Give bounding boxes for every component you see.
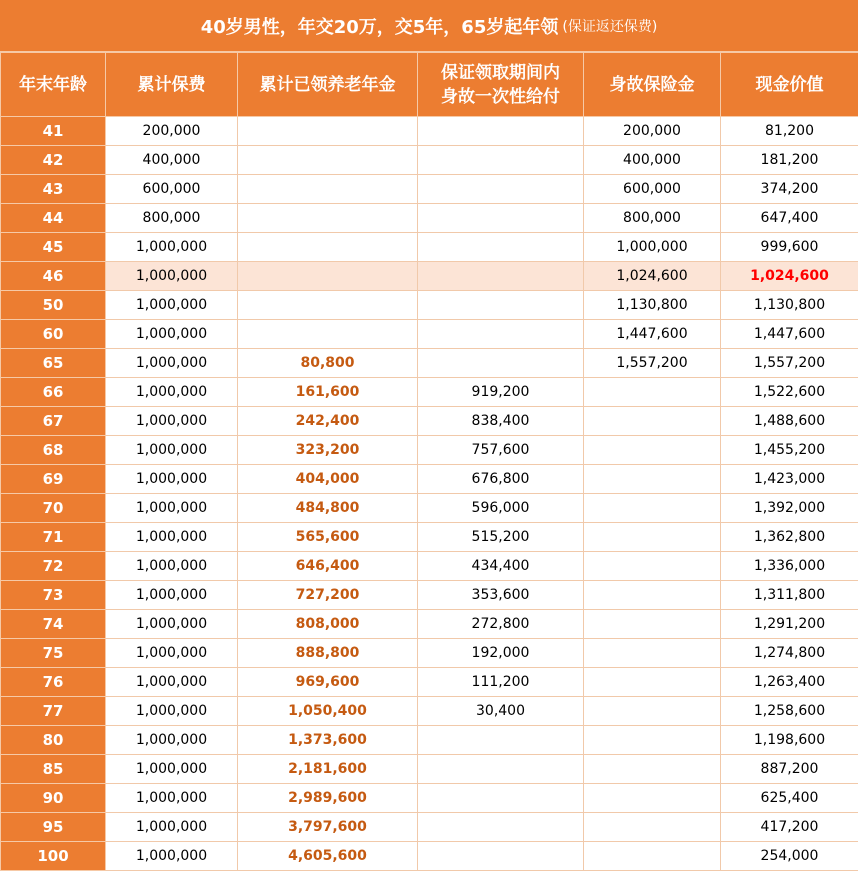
cell-death-benefit [584,813,721,842]
cell-premium: 1,000,000 [106,813,238,842]
cell-age: 90 [1,784,106,813]
header-premium: 累计保费 [106,53,238,117]
cell-death-benefit: 1,447,600 [584,320,721,349]
cell-age: 72 [1,552,106,581]
cell-death-benefit [584,378,721,407]
cell-death-benefit [584,407,721,436]
cell-annuity [238,146,418,175]
cell-annuity: 2,181,600 [238,755,418,784]
header-lump-line2: 身故一次性给付 [441,86,560,107]
table-row [1,378,858,407]
cell-lump-sum: 111,200 [418,668,584,697]
cell-lump-sum: 596,000 [418,494,584,523]
cell-lump-sum [418,320,584,349]
cell-death-benefit [584,523,721,552]
cell-age: 85 [1,755,106,784]
table-row [1,842,858,871]
cell-annuity: 242,400 [238,407,418,436]
cell-annuity: 404,000 [238,465,418,494]
cell-premium: 1,000,000 [106,784,238,813]
cell-premium: 1,000,000 [106,349,238,378]
cell-death-benefit [584,668,721,697]
cell-age: 43 [1,175,106,204]
cell-lump-sum [418,262,584,291]
header-annuity: 累计已领养老年金 [238,53,418,117]
cell-cash-value: 254,000 [721,842,858,871]
table-row [1,407,858,436]
cell-annuity: 4,605,600 [238,842,418,871]
cell-cash-value: 1,198,600 [721,726,858,755]
cell-premium: 1,000,000 [106,639,238,668]
cell-cash-value: 1,447,600 [721,320,858,349]
table-row [1,552,858,581]
cell-annuity [238,262,418,291]
table-row [1,494,858,523]
cell-cash-value: 1,258,600 [721,697,858,726]
cell-age: 45 [1,233,106,262]
cell-cash-value: 1,455,200 [721,436,858,465]
cell-premium: 400,000 [106,146,238,175]
table-row [1,581,858,610]
cell-age: 41 [1,117,106,146]
cell-annuity: 161,600 [238,378,418,407]
cell-annuity [238,117,418,146]
cell-annuity [238,320,418,349]
cell-age: 80 [1,726,106,755]
cell-premium: 1,000,000 [106,581,238,610]
cell-lump-sum [418,813,584,842]
cell-lump-sum [418,146,584,175]
cell-cash-value: 1,311,800 [721,581,858,610]
cell-lump-sum [418,175,584,204]
cell-cash-value: 1,362,800 [721,523,858,552]
cell-cash-value: 625,400 [721,784,858,813]
header-lump-sum [418,53,584,117]
cell-premium: 200,000 [106,117,238,146]
cell-death-benefit [584,552,721,581]
cell-premium: 1,000,000 [106,668,238,697]
cell-age: 76 [1,668,106,697]
cell-age: 67 [1,407,106,436]
cell-cash-value: 374,200 [721,175,858,204]
cell-death-benefit [584,494,721,523]
table-row [1,175,858,204]
header-lump-line1: 保证领取期间内 [441,62,560,83]
cell-lump-sum [418,117,584,146]
cell-lump-sum [418,233,584,262]
cell-premium: 1,000,000 [106,436,238,465]
cell-premium: 1,000,000 [106,262,238,291]
cell-annuity [238,175,418,204]
cell-death-benefit [584,436,721,465]
cell-age: 95 [1,813,106,842]
cell-lump-sum [418,204,584,233]
header-death-benefit: 身故保险金 [584,53,721,117]
title-main: 40岁男性，年交20万，交5年，65岁起年领 [200,16,559,38]
cell-age: 65 [1,349,106,378]
cell-death-benefit: 400,000 [584,146,721,175]
cell-premium: 1,000,000 [106,407,238,436]
cell-lump-sum: 30,400 [418,697,584,726]
cell-age: 73 [1,581,106,610]
cell-lump-sum: 272,800 [418,610,584,639]
cell-cash-value: 81,200 [721,117,858,146]
cell-death-benefit: 1,130,800 [584,291,721,320]
cell-cash-value: 181,200 [721,146,858,175]
cell-death-benefit [584,465,721,494]
cell-death-benefit [584,842,721,871]
cell-death-benefit [584,755,721,784]
table-row [1,117,858,146]
cell-premium: 1,000,000 [106,494,238,523]
table-body [1,117,858,871]
cell-premium: 800,000 [106,204,238,233]
cell-premium: 1,000,000 [106,552,238,581]
header-age: 年末年龄 [1,53,106,117]
cell-cash-value: 417,200 [721,813,858,842]
cell-cash-value: 1,488,600 [721,407,858,436]
cell-death-benefit [584,784,721,813]
cell-premium: 600,000 [106,175,238,204]
cell-premium: 1,000,000 [106,610,238,639]
cell-annuity [238,291,418,320]
cell-lump-sum: 757,600 [418,436,584,465]
table-row [1,523,858,552]
cell-annuity: 1,050,400 [238,697,418,726]
cell-cash-value: 887,200 [721,755,858,784]
cell-death-benefit [584,726,721,755]
cell-premium: 1,000,000 [106,320,238,349]
cell-death-benefit [584,697,721,726]
table-row [1,233,858,262]
table-row [1,726,858,755]
cell-death-benefit [584,610,721,639]
cell-age: 68 [1,436,106,465]
cell-cash-value: 1,557,200 [721,349,858,378]
cell-lump-sum: 676,800 [418,465,584,494]
table-row [1,610,858,639]
cell-age: 50 [1,291,106,320]
cell-annuity: 969,600 [238,668,418,697]
table-row [1,349,858,378]
table-row [1,813,858,842]
table-title [0,0,858,52]
cell-death-benefit [584,639,721,668]
cell-premium: 1,000,000 [106,291,238,320]
cell-cash-value: 1,263,400 [721,668,858,697]
cell-cash-value: 1,024,600 [721,262,858,291]
table-row [1,784,858,813]
cell-cash-value: 1,274,800 [721,639,858,668]
cell-death-benefit: 200,000 [584,117,721,146]
cell-age: 77 [1,697,106,726]
cell-lump-sum: 192,000 [418,639,584,668]
cell-death-benefit: 800,000 [584,204,721,233]
table-row [1,291,858,320]
table-row [1,436,858,465]
cell-premium: 1,000,000 [106,755,238,784]
cell-annuity: 484,800 [238,494,418,523]
cell-lump-sum [418,349,584,378]
cell-premium: 1,000,000 [106,378,238,407]
table-row [1,146,858,175]
cell-age: 69 [1,465,106,494]
table-row [1,465,858,494]
table-row [1,262,858,291]
cell-age: 75 [1,639,106,668]
cell-lump-sum: 919,200 [418,378,584,407]
cell-cash-value: 1,291,200 [721,610,858,639]
cell-premium: 1,000,000 [106,726,238,755]
cell-lump-sum: 515,200 [418,523,584,552]
cell-cash-value: 1,130,800 [721,291,858,320]
cell-annuity: 727,200 [238,581,418,610]
cell-premium: 1,000,000 [106,842,238,871]
cell-annuity: 3,797,600 [238,813,418,842]
cell-death-benefit: 1,024,600 [584,262,721,291]
title-sub: (保证返还保费) [562,18,658,35]
cell-cash-value: 1,336,000 [721,552,858,581]
cell-death-benefit: 1,557,200 [584,349,721,378]
cell-age: 44 [1,204,106,233]
cell-cash-value: 999,600 [721,233,858,262]
table-row [1,639,858,668]
cell-premium: 1,000,000 [106,523,238,552]
cell-age: 70 [1,494,106,523]
cell-age: 74 [1,610,106,639]
cell-premium: 1,000,000 [106,465,238,494]
cell-age: 66 [1,378,106,407]
cell-lump-sum [418,842,584,871]
cell-annuity: 808,000 [238,610,418,639]
cell-lump-sum [418,726,584,755]
cell-age: 42 [1,146,106,175]
table-row [1,755,858,784]
header-row [1,53,858,117]
cell-annuity: 323,200 [238,436,418,465]
table-row [1,204,858,233]
cell-annuity: 888,800 [238,639,418,668]
cell-cash-value: 647,400 [721,204,858,233]
cell-premium: 1,000,000 [106,233,238,262]
cell-death-benefit [584,581,721,610]
cell-death-benefit: 600,000 [584,175,721,204]
table-row [1,320,858,349]
cell-age: 46 [1,262,106,291]
cell-annuity [238,204,418,233]
benefit-table [0,52,858,871]
cell-annuity [238,233,418,262]
cell-lump-sum: 838,400 [418,407,584,436]
cell-cash-value: 1,423,000 [721,465,858,494]
cell-annuity: 646,400 [238,552,418,581]
cell-death-benefit: 1,000,000 [584,233,721,262]
cell-lump-sum [418,755,584,784]
cell-cash-value: 1,522,600 [721,378,858,407]
cell-lump-sum: 353,600 [418,581,584,610]
cell-annuity: 1,373,600 [238,726,418,755]
cell-lump-sum [418,291,584,320]
cell-lump-sum: 434,400 [418,552,584,581]
cell-age: 60 [1,320,106,349]
cell-lump-sum [418,784,584,813]
cell-annuity: 2,989,600 [238,784,418,813]
table-row [1,668,858,697]
header-cash-value: 现金价值 [721,53,858,117]
cell-annuity: 565,600 [238,523,418,552]
table-row [1,697,858,726]
cell-cash-value: 1,392,000 [721,494,858,523]
cell-annuity: 80,800 [238,349,418,378]
cell-age: 100 [1,842,106,871]
cell-premium: 1,000,000 [106,697,238,726]
cell-age: 71 [1,523,106,552]
